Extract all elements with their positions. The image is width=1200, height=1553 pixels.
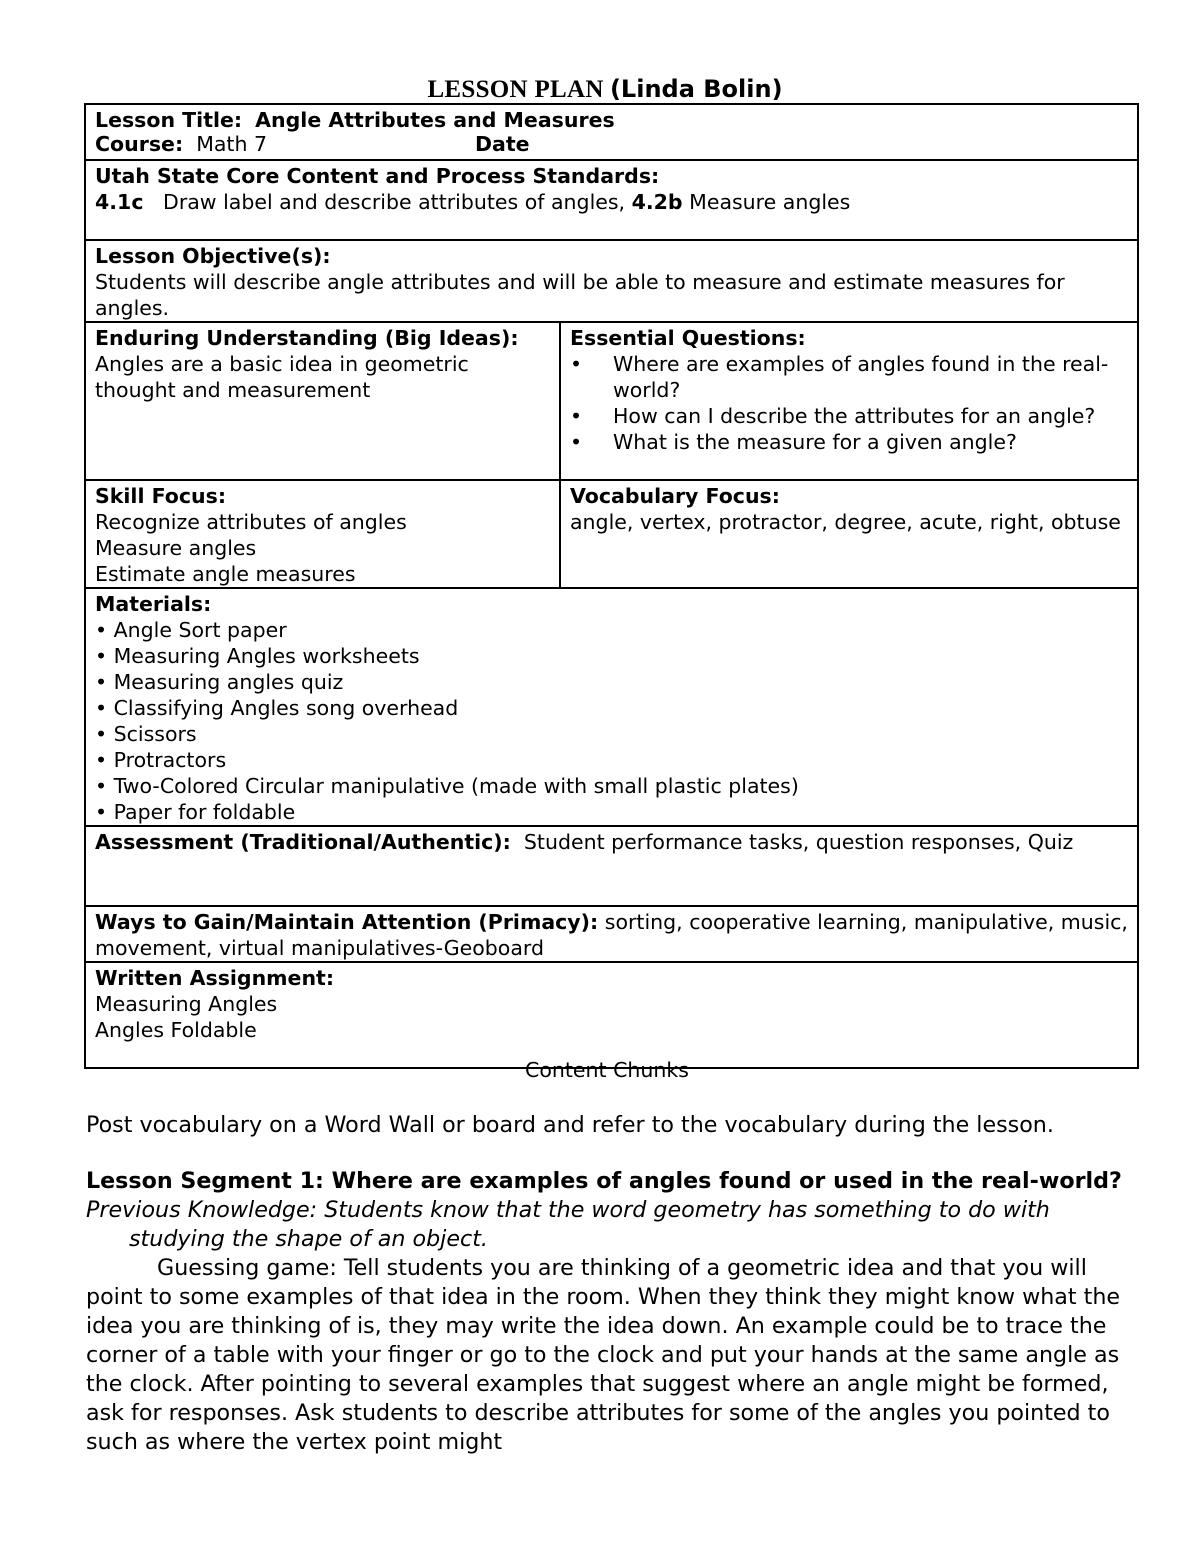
course-label: Course: [95,132,184,156]
written-row [85,962,1138,1068]
standard-text-2: Measure angles [689,190,851,214]
essential-questions-list [570,351,1128,455]
material-item: • Angle Sort paper [95,618,287,642]
lesson-plan-table [84,103,1139,1069]
standards-row [85,160,1138,240]
objectives-cell [85,240,1138,322]
assessment-cell [85,826,1138,906]
assessment-row [85,826,1138,906]
attention-row [85,906,1138,962]
enduring-label: Enduring Understanding (Big Ideas): [95,326,519,350]
material-item: • Measuring Angles worksheets [95,644,420,668]
written-item: Angles Foldable [95,1018,257,1042]
document-title [0,75,1200,104]
standards-label: Utah State Core Content and Process Standards: [95,164,660,188]
bullet-icon: • [570,352,583,376]
written-item: Measuring Angles [95,992,278,1016]
guessing-game-paragraph: Guessing game: Tell students you are thinking of a geometric idea and that you will point to some examples of that idea in the room. When they think they might know what the idea you are thinking of is, they may write the idea down. An example could be to trace the corner of a table with your finger or go to the clock and put your hands at the same angle as the clock. After pointing to several examples that suggest where an angle might be formed, ask for responses. Ask students to describe attributes for some of the angles you pointed to such as where the vertex point might [86,1255,1121,1455]
essential-label: Essential Questions: [570,326,806,350]
material-item: • Protractors [95,748,227,772]
course-value: Math 7 [196,132,268,156]
material-item: • Two-Colored Circular manipulative (made with small plastic plates) [95,774,799,798]
intro-paragraph: Post vocabulary on a Word Wall or board and refer to the vocabulary during the lesson. [86,1112,1054,1138]
skill-label: Skill Focus: [95,484,227,508]
objectives-text: Students will describe angle attributes and will be able to measure and estimate measures for angles. [95,270,1065,320]
previous-knowledge: Previous Knowledge: Students know that the word geometry has something to do with studying the shape of an object. [86,1197,1050,1252]
enduring-text: Angles are a basic idea in geometric thought and measurement [95,352,469,402]
lesson-body [86,1111,1126,1457]
attention-cell [85,906,1138,962]
document-title-author: (Linda Bolin) [609,75,783,103]
materials-row [85,588,1138,826]
skill-cell [85,480,560,588]
standard-text-1: Draw label and describe attributes of angles, [163,190,626,214]
vocabulary-label: Vocabulary Focus: [570,484,780,508]
materials-label: Materials: [95,592,212,616]
objectives-row [85,240,1138,322]
attention-label: Ways to Gain/Maintain Attention (Primacy): [95,910,599,934]
standard-code-1: 4.1c [95,190,144,214]
objectives-label: Lesson Objective(s): [95,244,331,268]
essential-cell [560,322,1138,480]
material-item: • Scissors [95,722,197,746]
understanding-row [85,322,1138,480]
document-title-main: LESSON PLAN [427,76,604,103]
essential-question-item: • What is the measure for a given angle? [570,430,1017,454]
lesson-title-label: Lesson Title: [95,108,243,132]
content-chunks-heading: Content Chunks [525,1058,689,1082]
enduring-cell [85,322,560,480]
skill-item: Recognize attributes of angles [95,510,407,534]
segment-1-title: Lesson Segment 1: Where are examples of angles found or used in the real-world? [86,1168,1122,1194]
essential-question-item: • Where are examples of angles found in the real-world? [570,352,1109,402]
skill-item: Estimate angle measures [95,562,356,586]
vocabulary-text: angle, vertex, protractor, degree, acute, right, obtuse [570,510,1121,534]
bullet-icon: • [570,430,583,454]
date-label: Date [475,132,530,156]
attention-text: sorting, cooperative learning, manipulative, music, movement, virtual manipulatives-Geoboard [95,910,1128,960]
assessment-label: Assessment (Traditional/Authentic): [95,830,511,854]
materials-cell [85,588,1138,826]
focus-row [85,480,1138,588]
material-item: • Classifying Angles song overhead [95,696,459,720]
material-item: • Paper for foldable [95,800,296,824]
assessment-text: Student performance tasks, question responses, Quiz [523,830,1074,854]
material-item: • Measuring angles quiz [95,670,344,694]
header-cell [85,104,1138,160]
lesson-title-value: Angle Attributes and Measures [255,108,615,132]
standard-code-2: 4.2b [631,190,683,214]
written-cell [85,962,1138,1068]
written-label: Written Assignment: [95,966,335,990]
skill-item: Measure angles [95,536,257,560]
header-row [85,104,1138,160]
vocabulary-cell [560,480,1138,588]
bullet-icon: • [570,404,583,428]
standards-cell [85,160,1138,240]
essential-question-item: • How can I describe the attributes for an angle? [570,404,1096,428]
